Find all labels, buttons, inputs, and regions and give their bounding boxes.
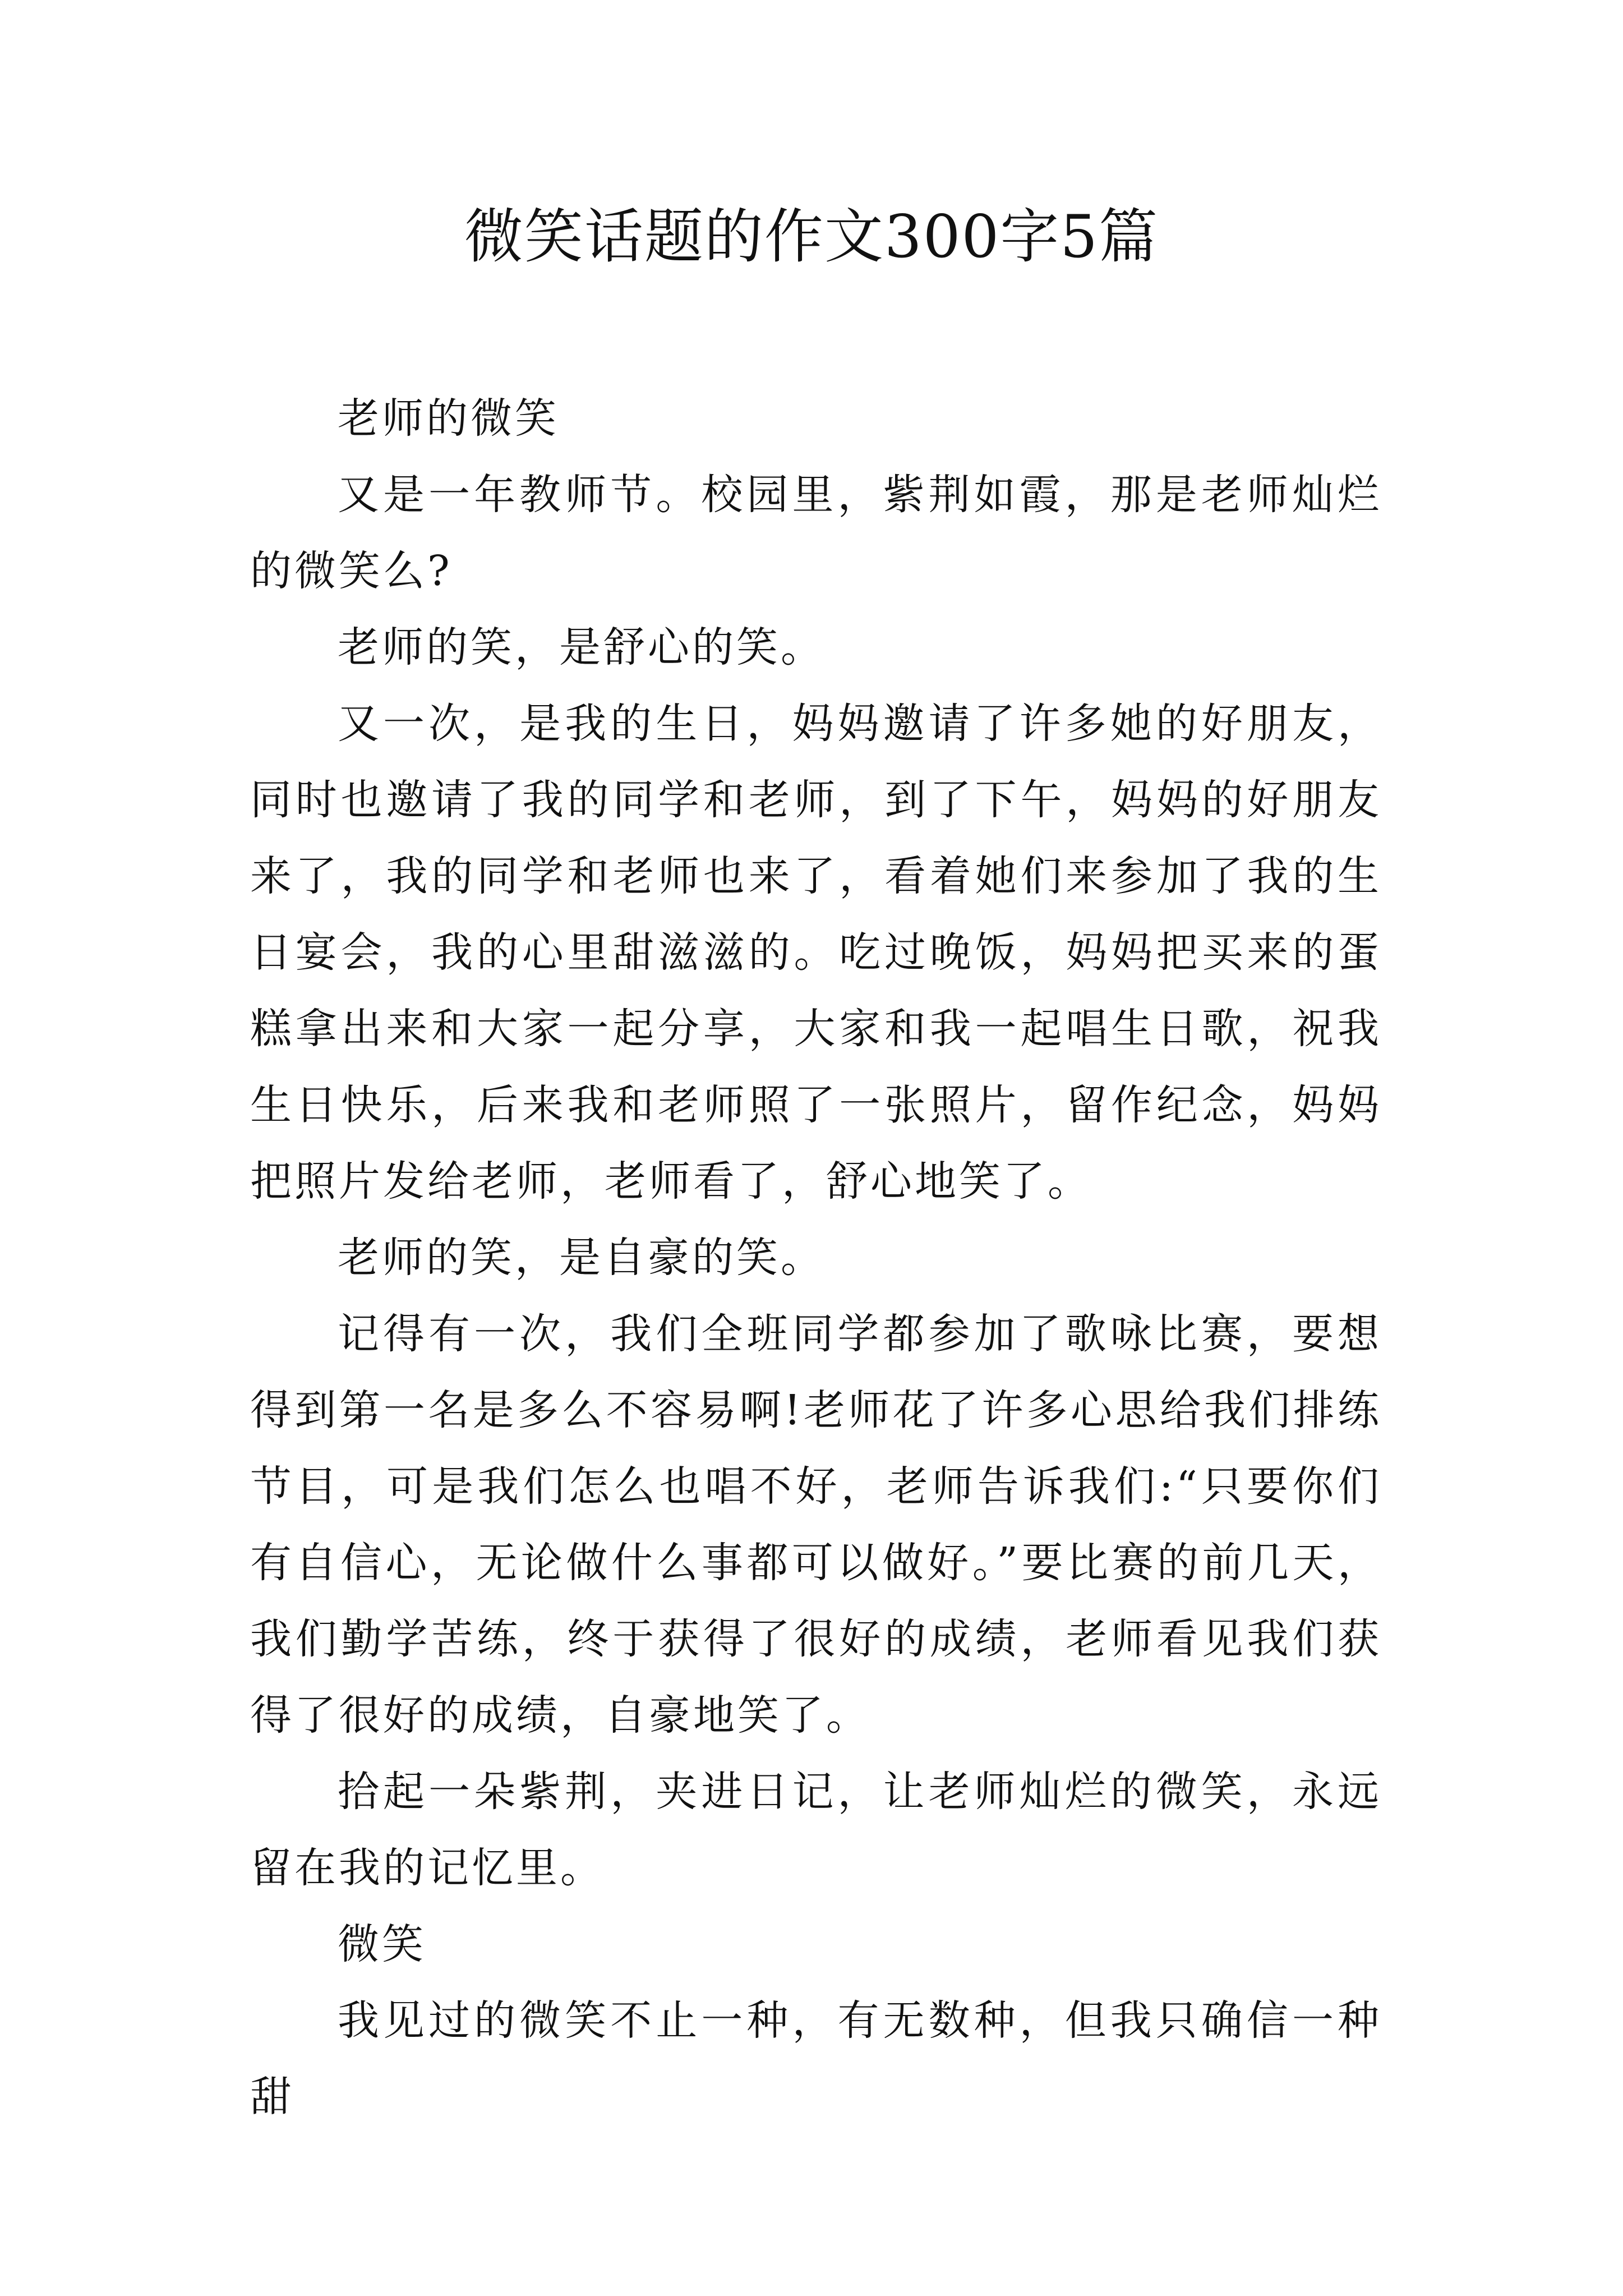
paragraph: 又是一年教师节。校园里，紫荆如霞，那是老师灿烂的微笑么? xyxy=(250,471,1382,595)
paragraph: 又一次，是我的生日，妈妈邀请了许多她的好朋友，同时也邀请了我的同学和老师，到了下午，妈妈的好朋友来了，我的同学和老师也来了，看着她们来参加了我的生日宴会，我的心里甜滋滋的。吃过晚饭，妈妈把买来的蛋糕拿出来和大家一起分享，大家和我一起唱生日歌，祝我生日快乐，后来我和老师照了一张照片，留作纪念，妈妈把照片发给老师，老师看了，舒心地笑了。 xyxy=(250,700,1382,1205)
paragraph: 老师的笑，是舒心的笑。 xyxy=(338,623,825,671)
paragraph: 拾起一朵紫荆，夹进日记，让老师灿烂的微笑，永远留在我的记忆里。 xyxy=(250,1768,1382,1892)
essay-heading-smile: 微笑 xyxy=(338,1920,426,1968)
paragraph: 我见过的微笑不止一种，有无数种，但我只确信一种甜 xyxy=(250,1996,1382,2121)
document-body xyxy=(250,380,1382,2135)
essay-heading-teacher-smile: 老师的微笑 xyxy=(338,394,559,443)
document-title: 微笑话题的作文300字5篇 xyxy=(464,203,1159,271)
paragraph: 老师的笑，是自豪的笑。 xyxy=(338,1234,825,1282)
paragraph: 记得有一次，我们全班同学都参加了歌咏比赛，要想得到第一名是多么不容易啊!老师花了许多心思给我们排练节目，可是我们怎么也唱不好，老师告诉我们:“只要你们有自信心，无论做什么事都可以做好。”要比赛的前几天，我们勤学苦练，终于获得了很好的成绩，老师看见我们获得了很好的成绩，自豪地笑了。 xyxy=(250,1310,1382,1740)
